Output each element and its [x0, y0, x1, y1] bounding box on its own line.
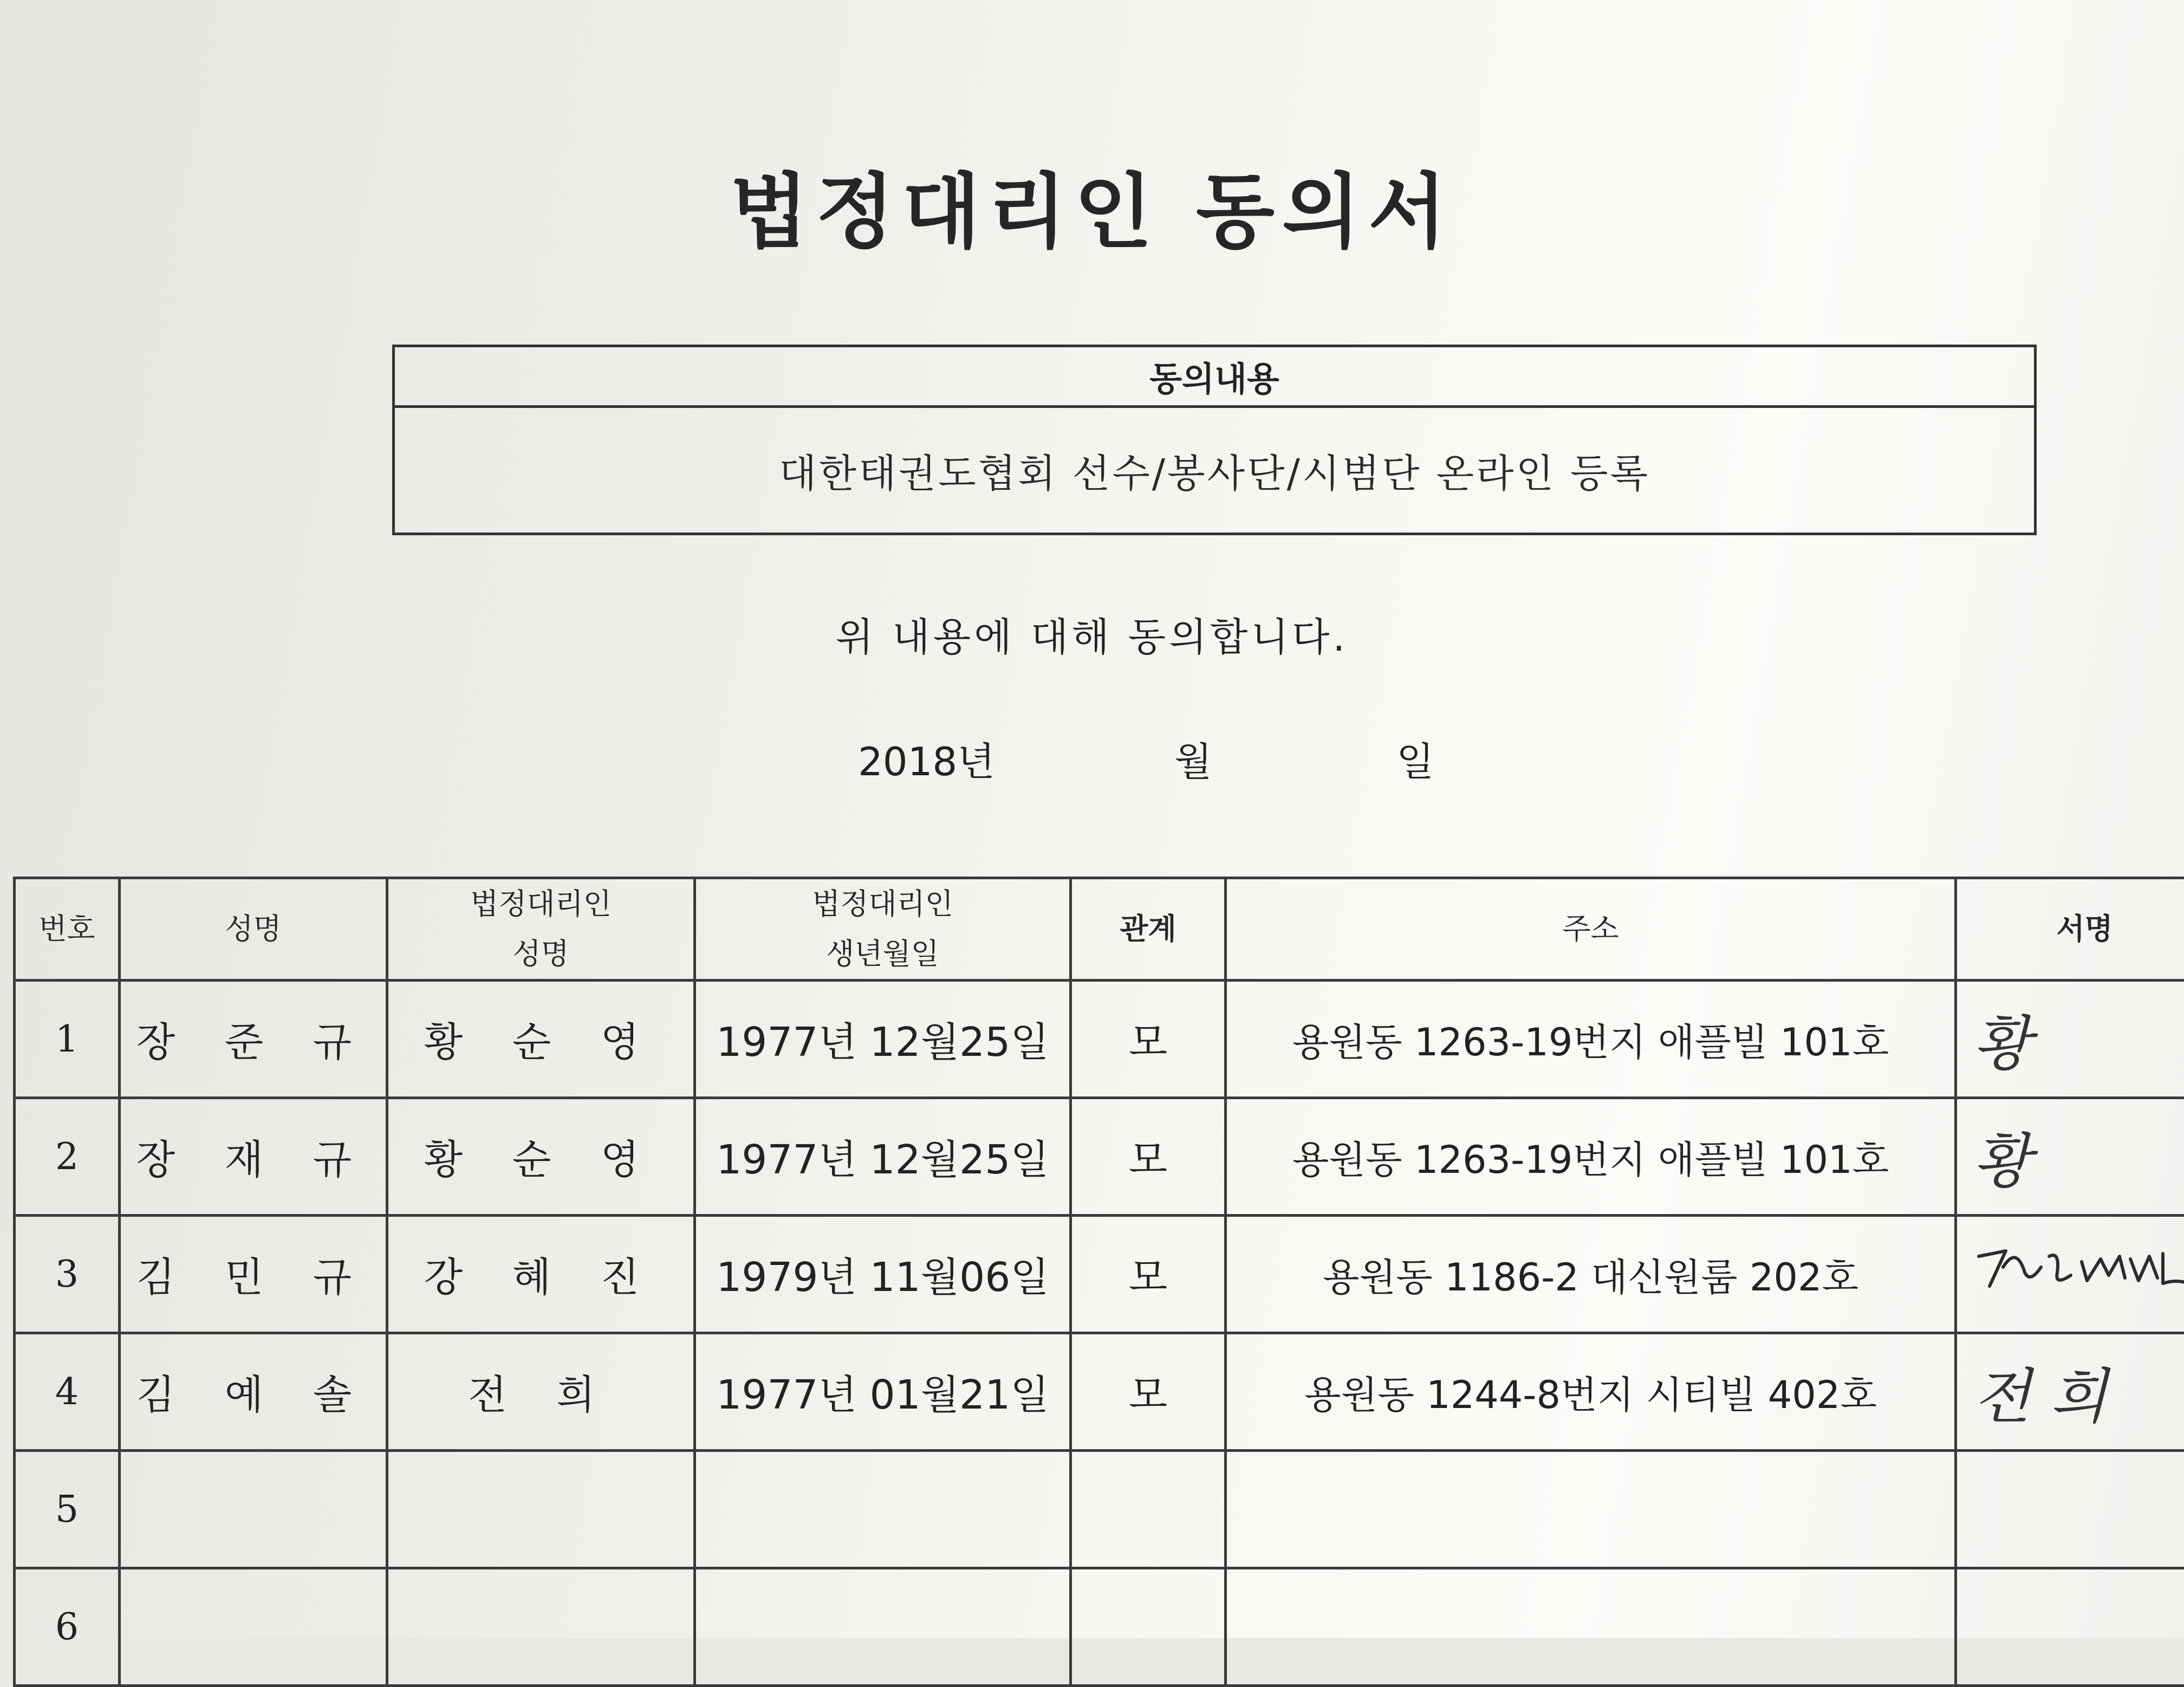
table-header-row [15, 878, 2184, 981]
address: 용원동 1263-19번지 애플빌 101호 [1226, 981, 1956, 1098]
address: 용원동 1244-8번지 시티빌 402호 [1226, 1333, 1956, 1451]
roster-table [13, 877, 2184, 1687]
address: 용원동 1263-19번지 애플빌 101호 [1226, 1098, 1956, 1216]
document-title: 법정대리인 동의서 [0, 146, 2184, 263]
consent-box [392, 345, 2037, 535]
table-row [15, 1451, 2184, 1568]
student-name: 김 민 규 [120, 1216, 387, 1333]
signature: 황 [1956, 981, 2184, 1098]
guardian-name: 황 순 영 [387, 1098, 695, 1216]
header-guardian-birth-line1: 법정대리인 [696, 879, 1069, 929]
date-day: 일 [1396, 730, 1434, 787]
relation [1071, 1568, 1226, 1686]
table-row [15, 1098, 2184, 1216]
guardian-name: 전 희 [387, 1333, 695, 1451]
student-name: 김 예 솔 [120, 1333, 387, 1451]
relation: 모 [1071, 981, 1226, 1098]
header-guardian-birth [695, 878, 1071, 981]
handwritten-signature [1973, 1235, 2184, 1300]
header-guardian-name-line2: 성명 [388, 929, 693, 979]
address [1226, 1451, 1956, 1568]
table-row [15, 1216, 2184, 1333]
signature [1956, 1568, 2184, 1686]
header-guardian-birth-line2: 생년월일 [696, 929, 1069, 979]
header-no: 번호 [15, 878, 120, 981]
row-number: 4 [15, 1333, 120, 1451]
student-name: 장 준 규 [120, 981, 387, 1098]
row-number: 1 [15, 981, 120, 1098]
agreement-statement: 위 내용에 대해 동의합니다. [0, 606, 2184, 662]
row-number: 6 [15, 1568, 120, 1686]
guardian-birthdate: 1979년 11월06일 [695, 1216, 1071, 1333]
student-name [120, 1451, 387, 1568]
table-row [15, 1333, 2184, 1451]
signature: 황 [1956, 1098, 2184, 1216]
date-month: 월 [1174, 730, 1212, 787]
address: 용원동 1186-2 대신원룸 202호 [1226, 1216, 1956, 1333]
consent-header: 동의내용 [395, 347, 2034, 408]
signature [1956, 1451, 2184, 1568]
guardian-birthdate: 1977년 12월25일 [695, 981, 1071, 1098]
header-name: 성명 [120, 878, 387, 981]
relation: 모 [1071, 1098, 1226, 1216]
date-year: 2018년 [858, 730, 995, 787]
consent-body: 대한태권도협회 선수/봉사단/시범단 온라인 등록 [395, 408, 2034, 533]
row-number: 2 [15, 1098, 120, 1216]
guardian-name [387, 1568, 695, 1686]
relation [1071, 1451, 1226, 1568]
guardian-name: 황 순 영 [387, 981, 695, 1098]
row-number: 3 [15, 1216, 120, 1333]
header-address: 주소 [1226, 878, 1956, 981]
header-signature: 서명 [1956, 878, 2184, 981]
header-guardian-name [387, 878, 695, 981]
address [1226, 1568, 1956, 1686]
student-name [120, 1568, 387, 1686]
guardian-birthdate: 1977년 01월21일 [695, 1333, 1071, 1451]
table-row [15, 981, 2184, 1098]
header-guardian-name-line1: 법정대리인 [388, 879, 693, 929]
student-name: 장 재 규 [120, 1098, 387, 1216]
relation: 모 [1071, 1216, 1226, 1333]
guardian-birthdate [695, 1568, 1071, 1686]
header-relation: 관계 [1071, 878, 1226, 981]
relation: 모 [1071, 1333, 1226, 1451]
row-number: 5 [15, 1451, 120, 1568]
table-row [15, 1568, 2184, 1686]
guardian-birthdate: 1977년 12월25일 [695, 1098, 1071, 1216]
guardian-name: 강 혜 진 [387, 1216, 695, 1333]
signature: 전 희 [1956, 1333, 2184, 1451]
guardian-name [387, 1451, 695, 1568]
signature-scribble [1956, 1216, 2184, 1333]
guardian-birthdate [695, 1451, 1071, 1568]
